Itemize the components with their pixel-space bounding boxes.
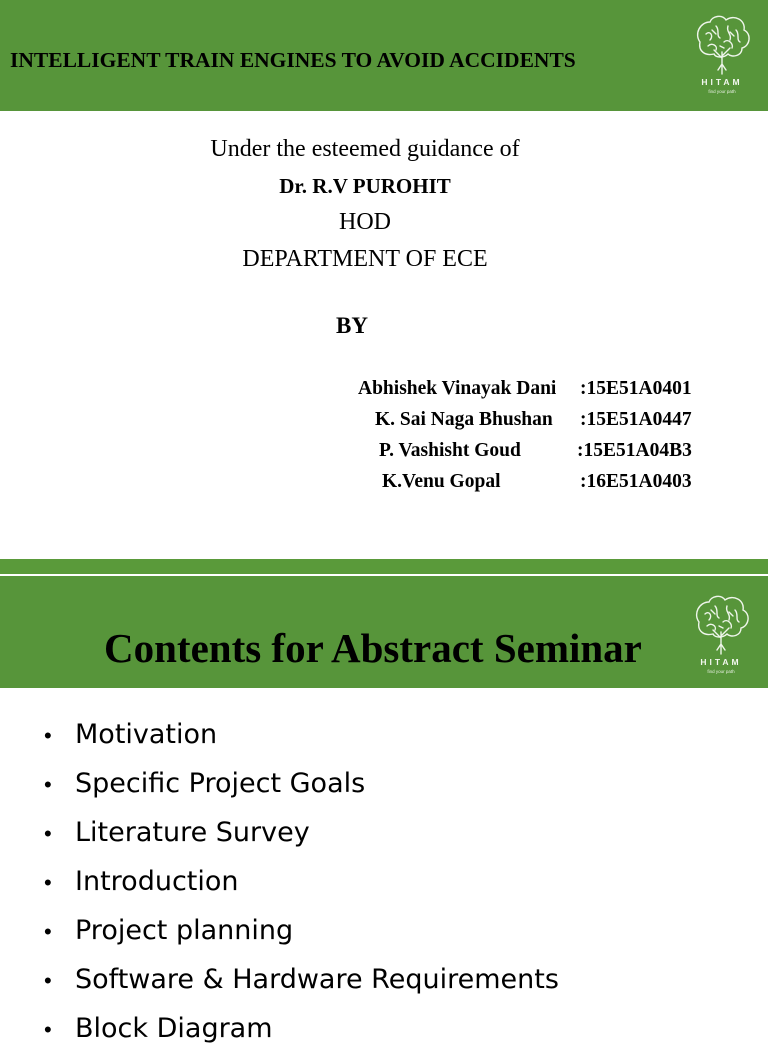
list-item <box>0 961 768 1001</box>
list-item-text: Introduction <box>75 866 239 897</box>
guide-role: HOD <box>339 209 391 235</box>
bullet-icon: • <box>44 968 52 993</box>
list-item-text: Software & Hardware Requirements <box>75 964 559 995</box>
project-title: INTELLIGENT TRAIN ENGINES TO AVOID ACCIDENTS <box>10 48 576 72</box>
member-name: P. Vashisht Goud <box>379 440 521 461</box>
member-name: K. Sai Naga Bhushan <box>375 409 553 430</box>
logo-name: HITAM <box>701 77 743 87</box>
list-item-text: Block Diagram <box>75 1013 273 1044</box>
contents-banner <box>0 576 768 688</box>
hitam-logo <box>690 12 754 98</box>
member-roll: :15E51A04B3 <box>577 440 692 461</box>
member-roll: :15E51A0401 <box>580 378 692 399</box>
bullet-icon: • <box>44 821 52 846</box>
hitam-logo <box>689 592 753 678</box>
member-name: Abhishek Vinayak Dani <box>358 378 557 399</box>
contents-slide <box>0 574 768 1044</box>
logo-tagline: find your path <box>707 669 735 674</box>
logo-name: HITAM <box>700 657 742 667</box>
list-item-text: Literature Survey <box>75 817 310 848</box>
list-item <box>0 765 768 805</box>
bullet-icon: • <box>44 723 52 748</box>
member-name: K.Venu Gopal <box>382 471 501 492</box>
guide-name: Dr. R.V PUROHIT <box>279 174 451 198</box>
logo-tagline: find your path <box>708 89 736 94</box>
list-item <box>0 1010 768 1050</box>
bullet-icon: • <box>44 772 52 797</box>
list-item <box>0 863 768 903</box>
bullet-icon: • <box>44 919 52 944</box>
bullet-icon: • <box>44 870 52 895</box>
tree-brain-logo-icon <box>689 592 753 656</box>
tree-brain-logo-icon <box>690 12 754 76</box>
title-banner <box>0 0 768 111</box>
list-item <box>0 912 768 952</box>
list-item-text: Specific Project Goals <box>75 768 366 799</box>
member-roll: :15E51A0447 <box>580 409 692 430</box>
list-item-text: Motivation <box>75 719 218 750</box>
slide-separator <box>0 559 768 574</box>
guidance-intro: Under the esteemed guidance of <box>210 136 520 162</box>
list-item <box>0 716 768 756</box>
contents-title: Contents for Abstract Seminar <box>104 625 642 671</box>
list-item <box>0 814 768 854</box>
by-label: BY <box>336 313 368 338</box>
member-roll: :16E51A0403 <box>580 471 692 492</box>
list-item-text: Project planning <box>75 915 294 946</box>
department: DEPARTMENT OF ECE <box>242 246 488 272</box>
bullet-icon: • <box>44 1017 52 1042</box>
